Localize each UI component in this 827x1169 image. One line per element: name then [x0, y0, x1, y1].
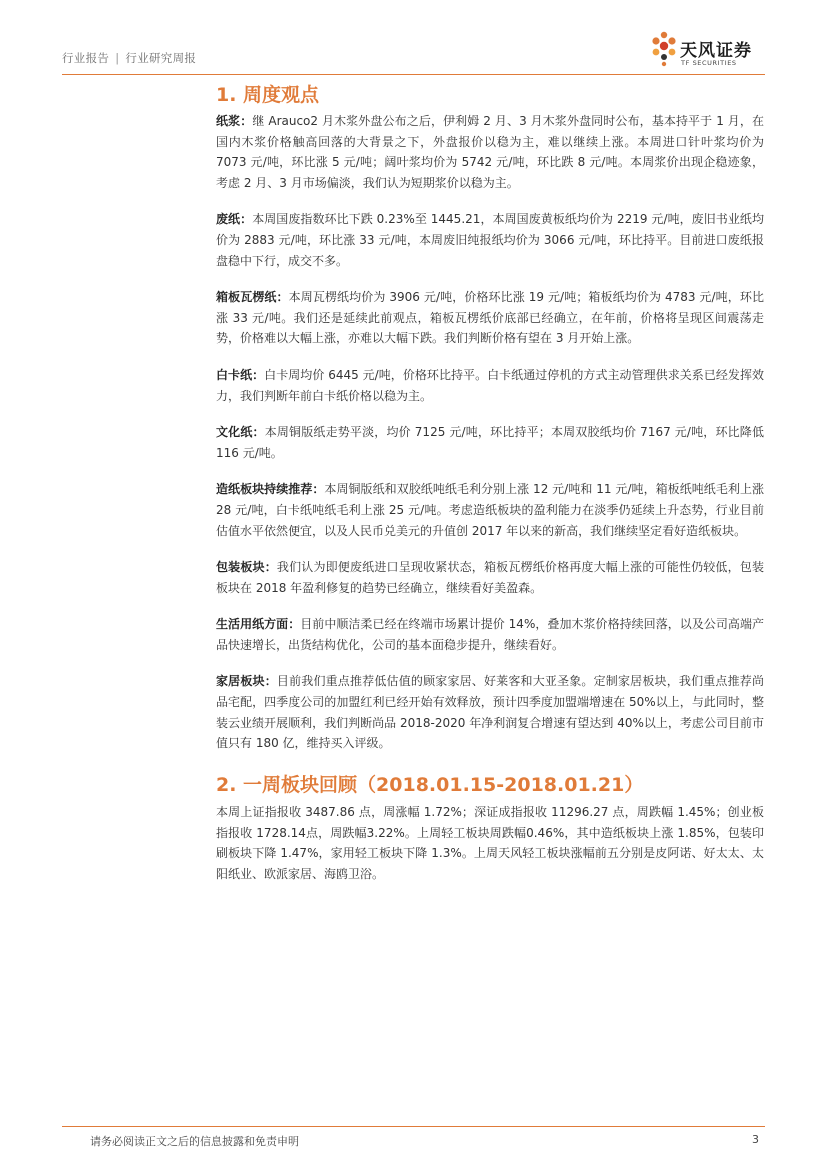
paragraph-text: 我们认为即便废纸进口呈现收紧状态，箱板瓦楞纸价格再度大幅上涨的可能性仍较低，包装板块在 2018 年盈利修复的趋势已经确立，继续看好美盈森。 — [216, 560, 764, 595]
paragraph-text: 白卡周均价 6445 元/吨，价格环比持平。白卡纸通过停机的方式主动管理供求关系已经发挥效力，我们判断年前白卡纸价格以稳为主。 — [216, 367, 764, 403]
breadcrumb-separator: | — [115, 51, 120, 65]
paragraph-cultural-paper — [216, 422, 764, 463]
paragraph-label: 废纸： — [216, 212, 253, 227]
paragraph-text: 本周铜版纸走势平淡，均价 7125 元/吨，环比持平；本周双胶纸均价 7167 元/吨，环比降低 116 元/吨。 — [216, 425, 764, 460]
logo-subtitle: TF SECURITIES — [681, 59, 737, 67]
paragraph-home-furnishing — [216, 671, 764, 753]
paragraph-text: 本周瓦楞纸均价为 3906 元/吨，价格环比涨 19 元/吨；箱板纸均价为 4783 元/吨，环比涨 33 元/吨。我们还是延续此前观点，箱板瓦楞纸价底部已经确立，在年前，价格将呈现区间震荡走势，价格难以大幅上涨，亦难以大幅下跌。我们判断价格有望在 3 月开始上涨。 — [216, 290, 764, 346]
section-title-weekly-review: 2. 一周板块回顾（2018.01.15-2018.01.21） — [216, 774, 644, 796]
paragraph-label: 包装板块： — [216, 560, 277, 575]
breadcrumb-report-category: 行业研究周报 — [125, 51, 197, 65]
breadcrumb-report-type: 行业报告 — [62, 51, 110, 65]
paragraph-pulp — [216, 111, 764, 193]
logo-name: 天风证券 — [680, 41, 752, 61]
paragraph-label: 箱板瓦楞纸： — [216, 290, 289, 305]
footer-divider — [62, 1126, 765, 1127]
tf-securities-logo — [650, 30, 770, 74]
header-divider — [62, 74, 765, 75]
paragraph-text: 继 Arauco2 月木浆外盘公布之后，伊利姆 2 月、3 月木浆外盘同时公布，基本持平于 1 月，在国内木浆价格触高回落的大背景之下，外盘报价以稳为主，难以继续上涨。本周进口针叶浆均价为 7073 元/吨，环比涨 5 元/吨；阔叶浆均价为 5742 元/吨，环比跌 8 元/吨。本周浆价出现企稳迹象，考虑 2 月、3 月市场偏淡，我们认为短期浆价以稳为主。 — [216, 114, 764, 190]
paragraph-white-board — [216, 365, 764, 406]
paragraph-text: 目前我们重点推荐低估值的顾家家居、好莱客和大亚圣象。定制家居板块，我们重点推荐尚品宅配，四季度公司的加盟红利已经开始有效释放，预计四季度加盟端增速在 50%以上，与此同时，整装云业绩开展顺利，我们判断尚品 2018-2020 年净利润复合增速有望达到 40%以上，考虑公司目前市值只有 180 亿，维持买入评级。 — [216, 674, 764, 751]
paragraph-paper-sector — [216, 479, 764, 541]
paragraph-waste-paper — [216, 209, 764, 271]
paragraph-text: 本周铜版纸和双胶纸吨纸毛利分别上涨 12 元/吨和 11 元/吨，箱板纸吨纸毛利上涨 28 元/吨，白卡纸吨纸毛利上涨 25 元/吨。考虑造纸板块的盈利能力在淡季仍延续上升态势，行业目前估值水平依然便宜，以及人民币兑美元的升值创 2017 年以来的新高，我们继续坚定看好造纸板块。 — [216, 482, 764, 538]
paragraph-label: 白卡纸： — [216, 367, 265, 382]
paragraph-label: 造纸板块持续推荐： — [216, 482, 325, 497]
footer-disclaimer: 请务必阅读正文之后的信息披露和免责申明 — [90, 1135, 299, 1148]
weekly-views-body — [216, 111, 764, 770]
paragraph-label: 纸浆： — [216, 114, 253, 128]
paragraph-label: 家居板块： — [216, 674, 277, 689]
section-title-weekly-views: 1. 周度观点 — [216, 84, 320, 106]
logo-flower-icon — [650, 30, 680, 74]
paragraph-household-paper — [216, 614, 764, 655]
page-number: 3 — [752, 1133, 759, 1146]
paragraph-packaging — [216, 557, 764, 598]
paragraph-market-review: 本周上证指报收 3487.86 点，周涨幅 1.72%；深证成指报收 11296.27 点，周跌幅 1.45%；创业板指报收 1728.14点，周跌幅3.22%。上周轻工板块周跌幅0.46%，其中造纸板块上涨 1.85%，包装印刷板块下降 1.47%，家用轻工板块下降 1.3%。上周天风轻工板块涨幅前五分别是皮阿诺、好太太、太阳纸业、欧派家居、海鸥卫浴。 — [216, 805, 764, 881]
paragraph-containerboard — [216, 287, 764, 349]
paragraph-text: 目前中顺洁柔已经在终端市场累计提价 14%，叠加木浆价格持续回落，以及公司高端产品快速增长，出货结构优化，公司的基本面稳步提升，继续看好。 — [216, 617, 764, 652]
paragraph-text: 本周国废指数环比下跌 0.23%至 1445.21，本周国废黄板纸均价为 2219 元/吨，废旧书业纸均价为 2883 元/吨，环比涨 33 元/吨，本周废旧纯报纸均价为 3066 元/吨，环比持平。目前进口废纸报盘稳中下行，成交不多。 — [216, 212, 764, 268]
paragraph-label: 生活用纸方面： — [216, 617, 301, 632]
breadcrumb — [62, 50, 196, 66]
paragraph-label: 文化纸： — [216, 425, 265, 440]
